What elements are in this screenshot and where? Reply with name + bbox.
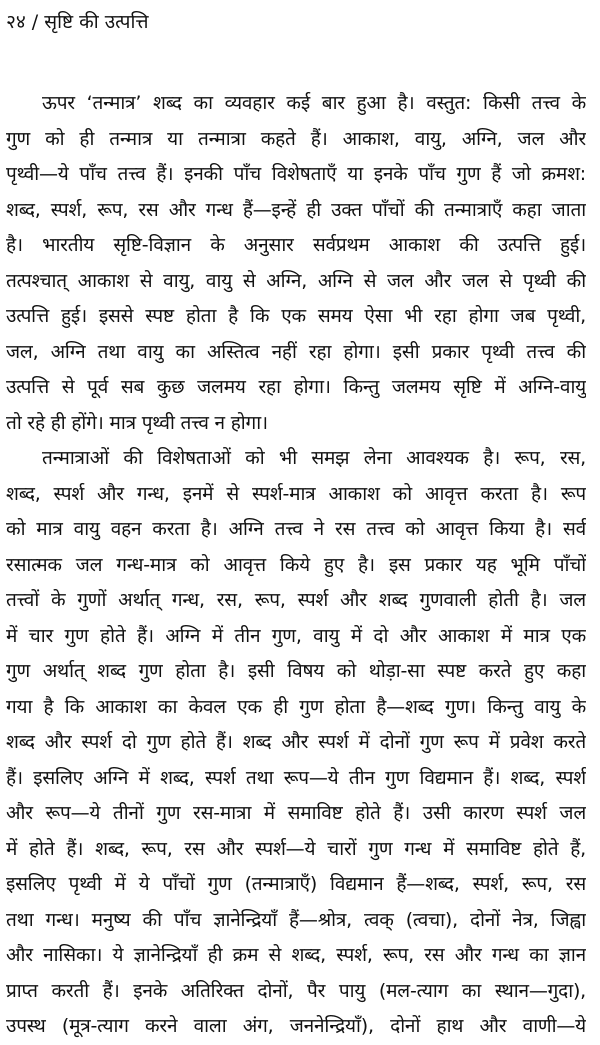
text-line: में चार गुण होते हैं। अग्नि में तीन गुण, वायु में दो और आकाश में मात्र एक [6,624,586,647]
text-line: इसलिए पृथ्वी में ये पाँचों गुण (तन्मात्राएँ) विद्यमान हैं—शब्द, स्पर्श, रूप, रस [6,873,586,895]
text-line: गुण को ही तन्मात्र या तन्मात्रा कहते हैं। आकाश, वायु, अग्नि, जल और [6,127,586,150]
text-line: उत्पत्ति हुई। इससे स्पष्ट होता है कि एक समय ऐसा भी रहा होगा जब पृथ्वी, [6,305,586,327]
text-line: शब्द और स्पर्श दो गुण होते हैं। शब्द और स्पर्श में दोनों गुण रूप में प्रवेश करते [6,731,586,753]
text-line: शब्द, स्पर्श, रूप, रस और गन्ध हैं—इन्हें ही उक्त पाँचों की तन्मात्राएँ कहा जाता [6,198,586,221]
text-line: तत्पश्चात् आकाश से वायु, वायु से अग्नि, अग्नि से जल और जल से पृथ्वी की [6,269,586,292]
text-line: है। भारतीय सृष्टि-विज्ञान के अनुसार सर्वप्रथम आकाश की उत्पत्ति हुई। [6,234,586,256]
running-head: २४ / सृष्टि की उत्पत्ति [6,11,149,33]
text-line: तो रहे ही होंगे। मात्र पृथ्वी तत्त्व न होगा। [6,411,268,434]
text-line: शब्द, स्पर्श और गन्ध, इनमें से स्पर्श-मात्र आकाश को आवृत्त करता है। रूप [6,482,586,505]
text-line: उपस्थ (मूत्र-त्याग करने वाला अंग, जननेन्द्रियाँ), दोनों हाथ और वाणी—ये [6,1015,586,1037]
text-line: ऊपर ‘तन्मात्र’ शब्द का व्यवहार कई बार हुआ है। वस्तुत: किसी तत्त्व के [42,92,586,114]
text-line: जल, अग्नि तथा वायु का अस्तित्व नहीं रहा होगा। इसी प्रकार पृथ्वी तत्त्व की [6,340,586,363]
text-line: रसात्मक जल गन्ध-मात्र को आवृत्त किये हुए है। इस प्रकार यह भूमि पाँचों [6,553,586,576]
text-line: तथा गन्ध। मनुष्य की पाँच ज्ञानेन्द्रियाँ हैं—श्रोत्र, त्वक् (त्वचा), दोनों नेत्र, जिह्वा [6,908,586,931]
text-line: हैं। इसलिए अग्नि में शब्द, स्पर्श तथा रूप—ये तीन गुण विद्यमान हैं। शब्द, स्पर्श [6,766,586,789]
text-line: प्राप्त करती हैं। इनके अतिरिक्त दोनों, पैर पायु (मल-त्याग का स्थान—गुदा), [6,979,586,1002]
text-line: उत्पत्ति से पूर्व सब कुछ जलमय रहा होगा। किन्तु जलमय सृष्टि में अग्नि-वायु [6,376,586,398]
text-line: गुण अर्थात् शब्द गुण होता है। इसी विषय को थोड़ा-सा स्पष्ट करते हुए कहा [6,660,586,682]
paragraph-1 [6,86,586,441]
body-text [6,86,586,1045]
text-line: में होते हैं। शब्द, रूप, रस और स्पर्श—ये चारों गुण गन्ध में समाविष्ट होते हैं, [6,837,586,860]
text-line: तत्त्वों के गुणों अर्थात् गन्ध, रस, रूप, स्पर्श और शब्द गुणवाली होती है। जल [6,589,586,611]
text-line: गया है कि आकाश का केवल एक ही गुण होता है—शब्द गुण। किन्तु वायु के [6,695,586,718]
paragraph-2 [6,441,586,1045]
text-line: को मात्र वायु वहन करता है। अग्नि तत्त्व ने रस तत्त्व को आवृत्त किया है। सर्व [6,518,586,540]
text-line: और नासिका। ये ज्ञानेन्द्रियाँ ही क्रम से शब्द, स्पर्श, रूप, रस और गन्ध का ज्ञान [6,944,586,966]
text-line: तन्मात्राओं की विशेषताओं को भी समझ लेना आवश्यक है। रूप, रस, [42,447,586,469]
text-line: पृथ्वी—ये पाँच तत्त्व हैं। इनकी पाँच विशेषताएँ या इनके पाँच गुण हैं जो क्रमश: [6,163,586,185]
text-line: और रूप—ये तीनों गुण रस-मात्रा में समाविष्ट होते हैं। उसी कारण स्पर्श जल [6,802,586,824]
